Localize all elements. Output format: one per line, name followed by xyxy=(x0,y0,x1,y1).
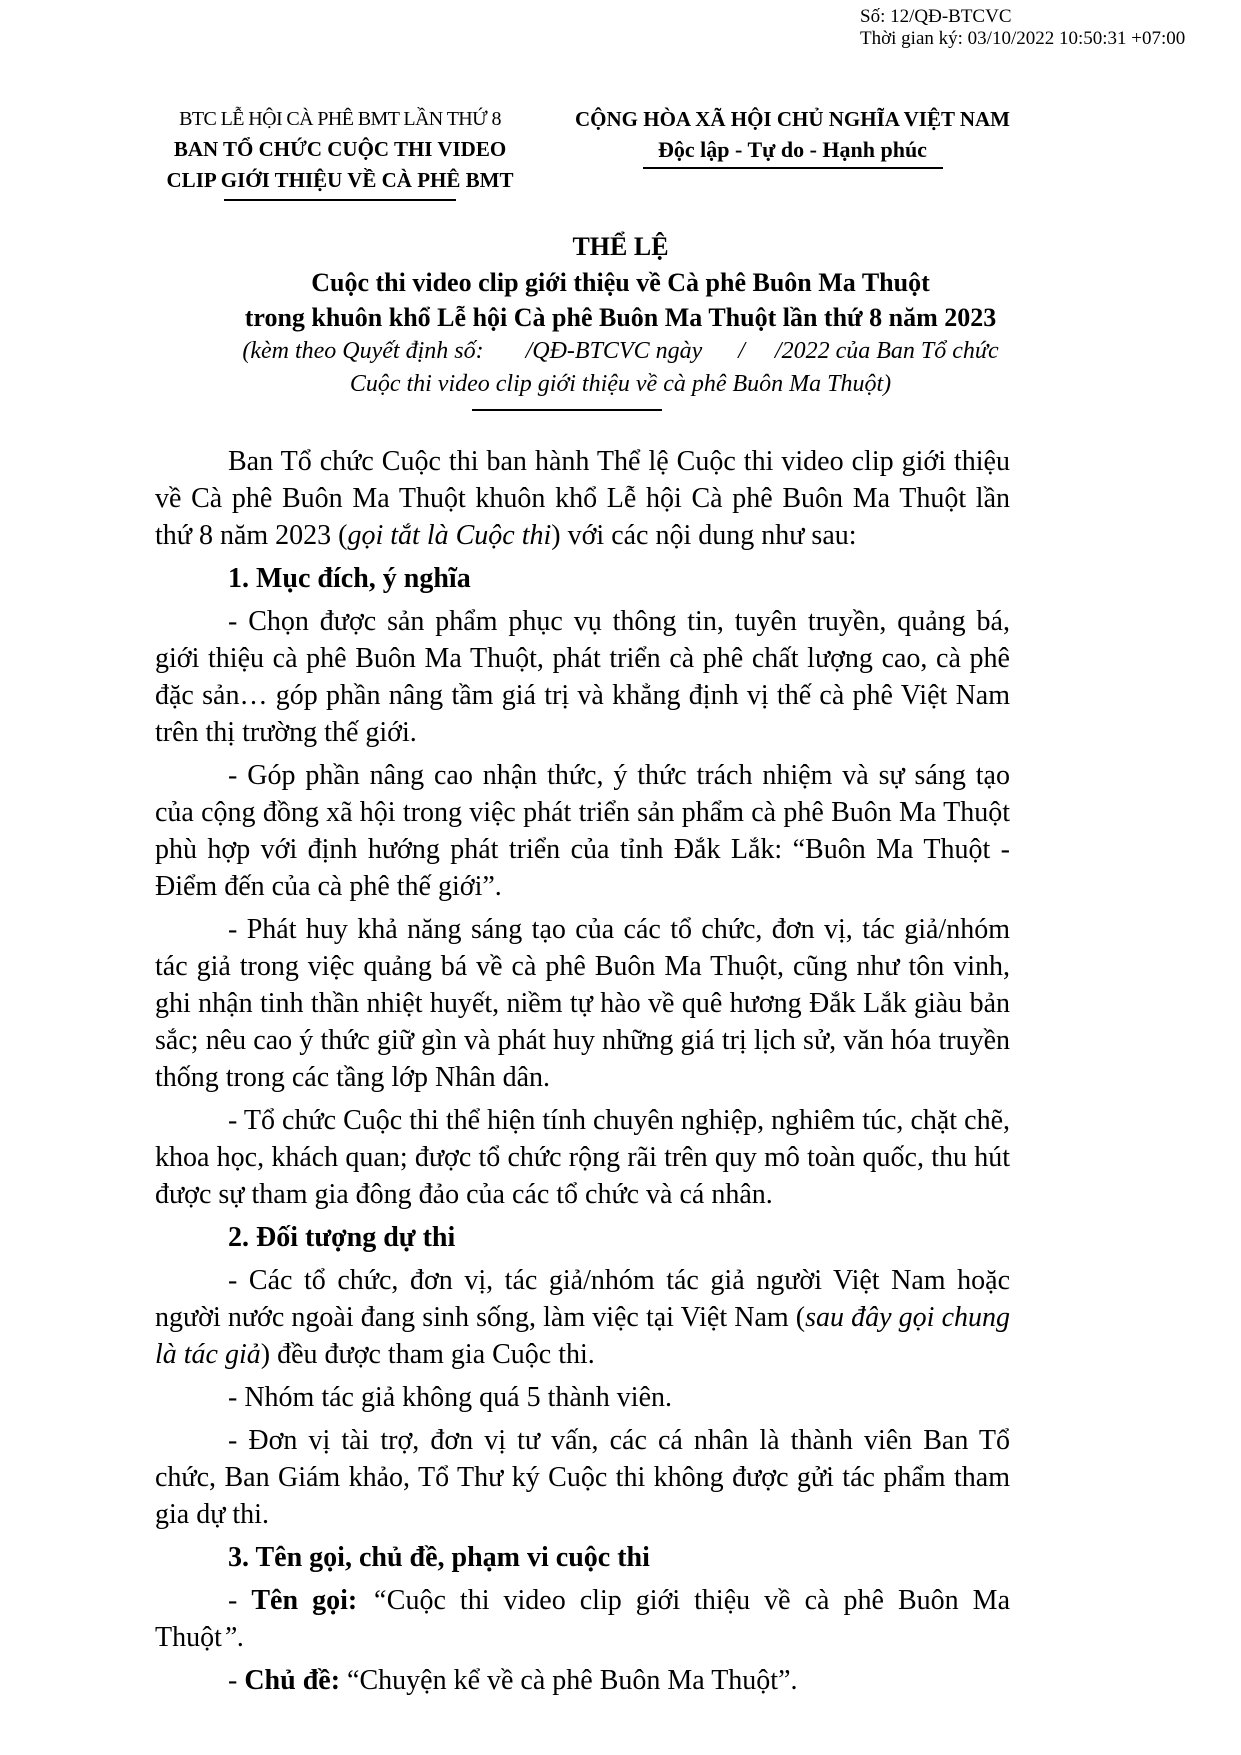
header-left-organizer xyxy=(140,104,540,201)
national-motto: Độc lập - Tự do - Hạnh phúc xyxy=(658,137,927,162)
paragraph: - Chủ đề: “Chuyện kể về cà phê Buôn Ma Thuột”. xyxy=(228,1665,798,1696)
organizer-line1: BTC LỄ HỘI CÀ PHÊ BMT LẦN THỨ 8 xyxy=(179,108,501,130)
attachment-note-1: (kèm theo Quyết định số: /QĐ-BTCVC ngày / /2022 của Ban Tổ chức xyxy=(242,338,999,364)
header-right-national xyxy=(540,104,1045,201)
organizer-line2: BAN TỔ CHỨC CUỘC THI VIDEO xyxy=(173,137,507,161)
document-title: THỂ LỆ xyxy=(572,232,669,261)
organizer-underline xyxy=(224,199,456,201)
paragraph: - Nhóm tác giả không quá 5 thành viên. xyxy=(228,1382,673,1413)
paragraph: - Đơn vị tài trợ, đơn vị tư vấn, các cá nhân là thành viên Ban Tổ chức, Ban Giám khảo, Tổ Thư ký Cuộc thi không được gửi tác phẩm tham gia dự thi. xyxy=(155,1425,1010,1530)
document-subtitle-2: trong khuôn khổ Lễ hội Cà phê Buôn Ma Thuột lần thứ 8 năm 2023 xyxy=(244,303,997,332)
document-body xyxy=(155,443,1010,1699)
attachment-note-2: Cuộc thi video clip giới thiệu về cà phê Buôn Ma Thuột) xyxy=(349,371,892,397)
document-subtitle-1: Cuộc thi video clip giới thiệu về Cà phê Buôn Ma Thuột xyxy=(311,268,930,297)
doc-number: Số: 12/QĐ-BTCVC xyxy=(860,6,1012,27)
sign-time: Thời gian ký: 03/10/2022 10:50:31 +07:00 xyxy=(860,28,1186,49)
section-heading: 2. Đối tượng dự thi xyxy=(228,1222,456,1253)
section-heading: 1. Mục đích, ý nghĩa xyxy=(228,563,471,594)
title-block xyxy=(0,229,1241,411)
paragraph: - Tổ chức Cuộc thi thể hiện tính chuyên nghiệp, nghiêm túc, chặt chẽ, khoa học, khách quan; được tổ chức rộng rãi trên quy mô toàn quốc, thu hút được sự tham gia đông đảo của các tổ chức và cá nhân. xyxy=(155,1105,1010,1210)
organizer-line3: CLIP GIỚI THIỆU VỀ CÀ PHÊ BMT xyxy=(166,168,514,192)
paragraph: - Phát huy khả năng sáng tạo của các tổ chức, đơn vị, tác giả/nhóm tác giả trong việc quảng bá về cà phê Buôn Ma Thuột, cũng như tôn vinh, ghi nhận tinh thần nhiệt huyết, niềm tự hào về quê hương Đắk Lắk giàu bản sắc; nêu cao ý thức giữ gìn và phát huy những giá trị lịch sử, văn hóa truyền thống trong các tầng lớp Nhân dân. xyxy=(155,914,1010,1093)
title-divider xyxy=(472,409,662,411)
paragraph: - Góp phần nâng cao nhận thức, ý thức trách nhiệm và sự sáng tạo của cộng đồng xã hội trong việc phát triển sản phẩm cà phê Buôn Ma Thuột phù hợp với định hướng phát triển của tỉnh Đắk Lắk: “Buôn Ma Thuột - Điểm đến của cà phê thế giới”. xyxy=(155,760,1010,902)
paragraph: - Tên gọi: “Cuộc thi video clip giới thiệu về cà phê Buôn Ma Thuột”. xyxy=(155,1585,1010,1653)
paragraph: - Các tổ chức, đơn vị, tác giả/nhóm tác giả người Việt Nam hoặc người nước ngoài đang sinh sống, làm việc tại Việt Nam (sau đây gọi chung là tác giả) đều được tham gia Cuộc thi. xyxy=(155,1265,1011,1370)
motto-underline xyxy=(643,167,943,169)
paragraph: Ban Tổ chức Cuộc thi ban hành Thể lệ Cuộc thi video clip giới thiệu về Cà phê Buôn Ma Thuột khuôn khổ Lễ hội Cà phê Buôn Ma Thuột lần thứ 8 năm 2023 (gọi tắt là Cuộc thi) với các nội dung như sau: xyxy=(155,446,1010,551)
signature-stamp-block xyxy=(860,6,1185,50)
national-title: CỘNG HÒA XÃ HỘI CHỦ NGHĨA VIỆT NAM xyxy=(574,107,1011,131)
paragraph: - Chọn được sản phẩm phục vụ thông tin, tuyên truyền, quảng bá, giới thiệu cà phê Buôn Ma Thuột, phát triển cà phê chất lượng cao, cà phê đặc sản… góp phần nâng tầm giá trị và khẳng định vị thế cà phê Việt Nam trên thị trường thế giới. xyxy=(155,606,1010,748)
section-heading: 3. Tên gọi, chủ đề, phạm vi cuộc thi xyxy=(228,1542,650,1573)
